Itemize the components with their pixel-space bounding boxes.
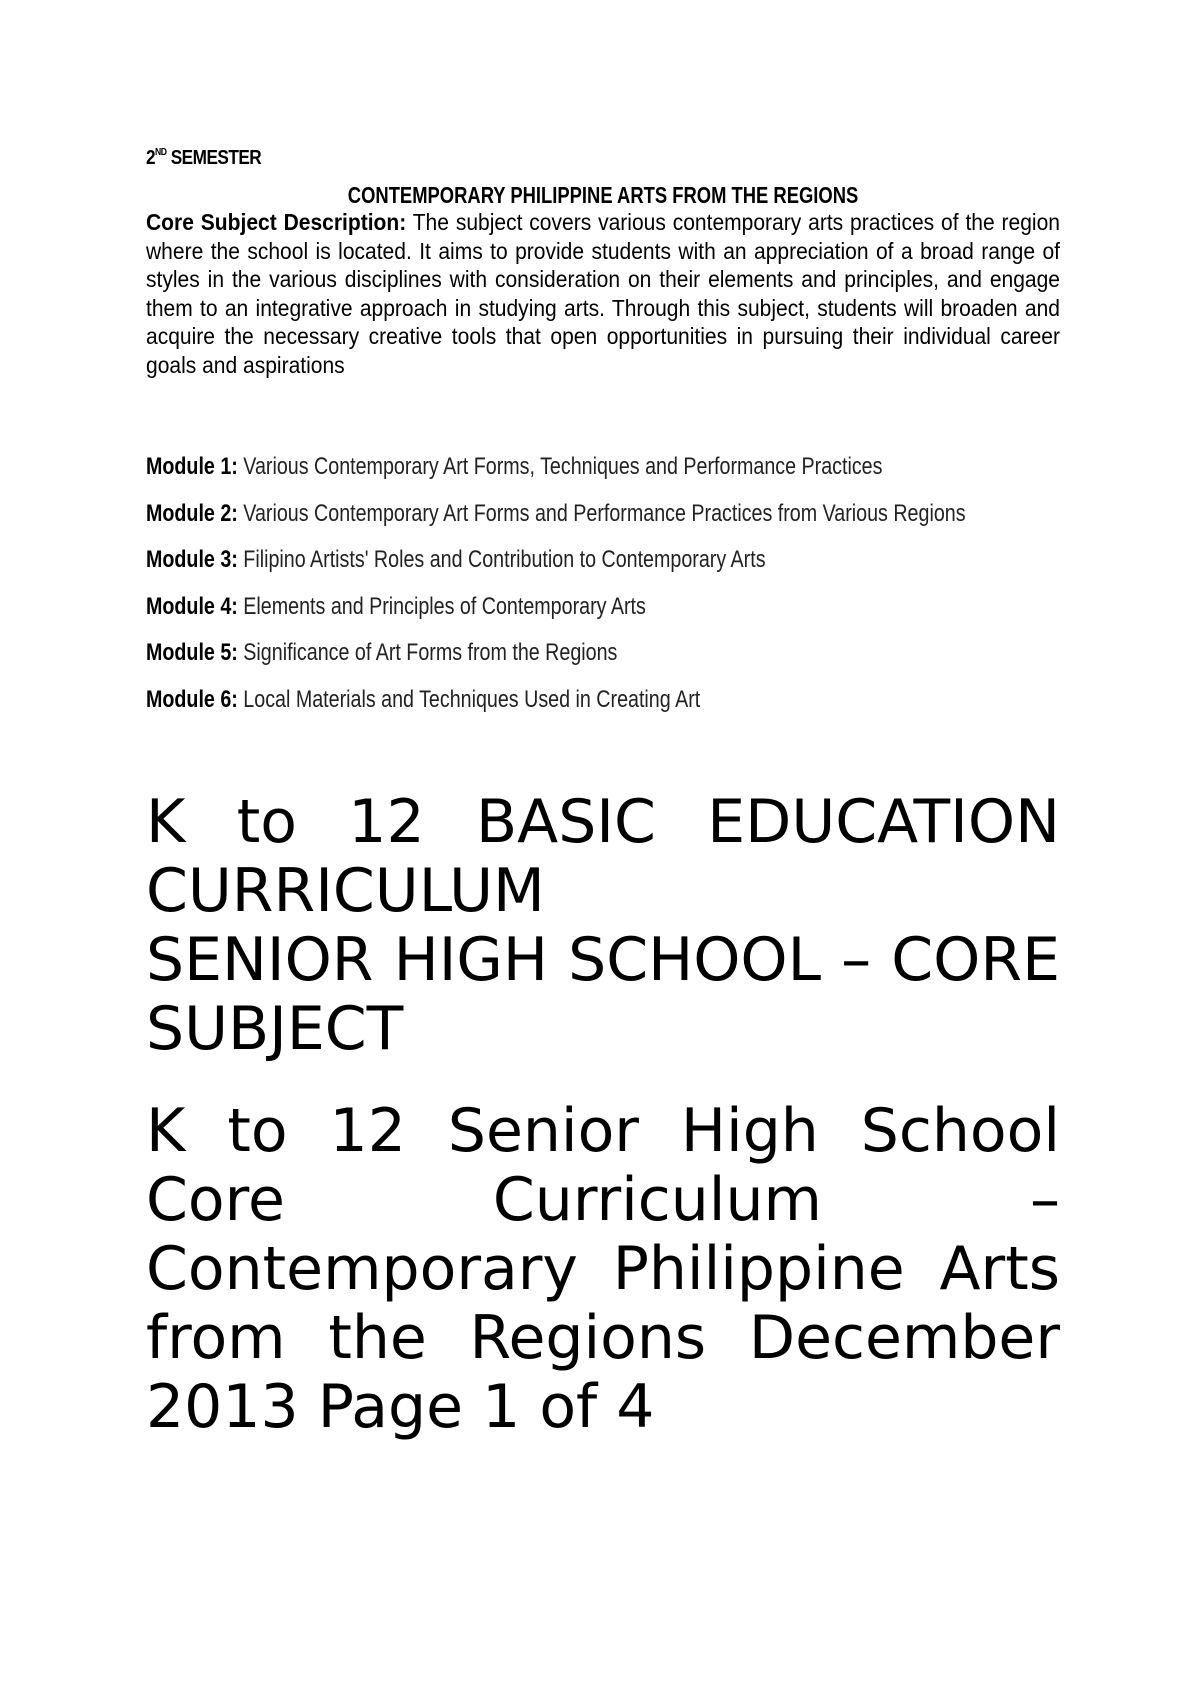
module-label: Module 4: [146,592,238,620]
semester-word: SEMESTER [170,147,262,169]
module-label: Module 1: [146,453,238,480]
semester-suffix: ND [155,147,167,158]
module-title: Filipino Artists' Roles and Contribution to Contemporary Arts [243,546,766,573]
description-label: Core Subject Description: [146,209,407,235]
module-item [146,499,1048,546]
module-list [146,452,1048,731]
curriculum-heading [146,788,1060,1064]
description-text: The subject covers various contemporary arts practices of the region where the school is located. It aims to provide students with an appreciation of a broad range of styles in the various disciplines with consideration on their elements and principles, and engage them to an integrative approach in studying arts. Through this subject, students will broaden and acquire the necessary creative tools that open opportunities in pursuing their individual career goals and aspirations [146,209,1060,378]
semester-number: 2 [146,147,156,169]
module-label: Module 2: [146,499,238,527]
curriculum-heading-line2: SENIOR HIGH SCHOOL – CORE SUBJECT [146,925,1060,1064]
module-item [146,452,1048,499]
module-item [146,592,1048,639]
module-title: Significance of Art Forms from the Regions [243,639,618,666]
module-item [146,638,1048,685]
document-page [146,0,1060,1696]
module-label: Module 6: [146,685,238,713]
core-subject-description [146,208,1060,379]
module-title: Various Contemporary Art Forms, Techniques and Performance Practices [243,453,883,480]
module-title: Various Contemporary Art Forms and Performance Practices from Various Regions [243,499,966,527]
subject-title [146,182,1060,209]
page-footer-text: K to 12 Senior High School Core Curriculum – Contemporary Philippine Arts from the Regions December 2013 Page 1 of 4 [146,1096,1060,1442]
semester-label [146,147,261,170]
curriculum-heading-line1: K to 12 BASIC EDUCATION CURRICULUM [146,787,1060,926]
module-label: Module 3: [146,546,238,573]
module-item [146,545,1048,592]
module-label: Module 5: [146,639,238,666]
subject-title-text: CONTEMPORARY PHILIPPINE ARTS FROM THE REGIONS [347,182,859,208]
module-title: Local Materials and Techniques Used in Creating Art [243,685,701,713]
module-title: Elements and Principles of Contemporary Arts [243,592,646,620]
module-item [146,685,1048,732]
